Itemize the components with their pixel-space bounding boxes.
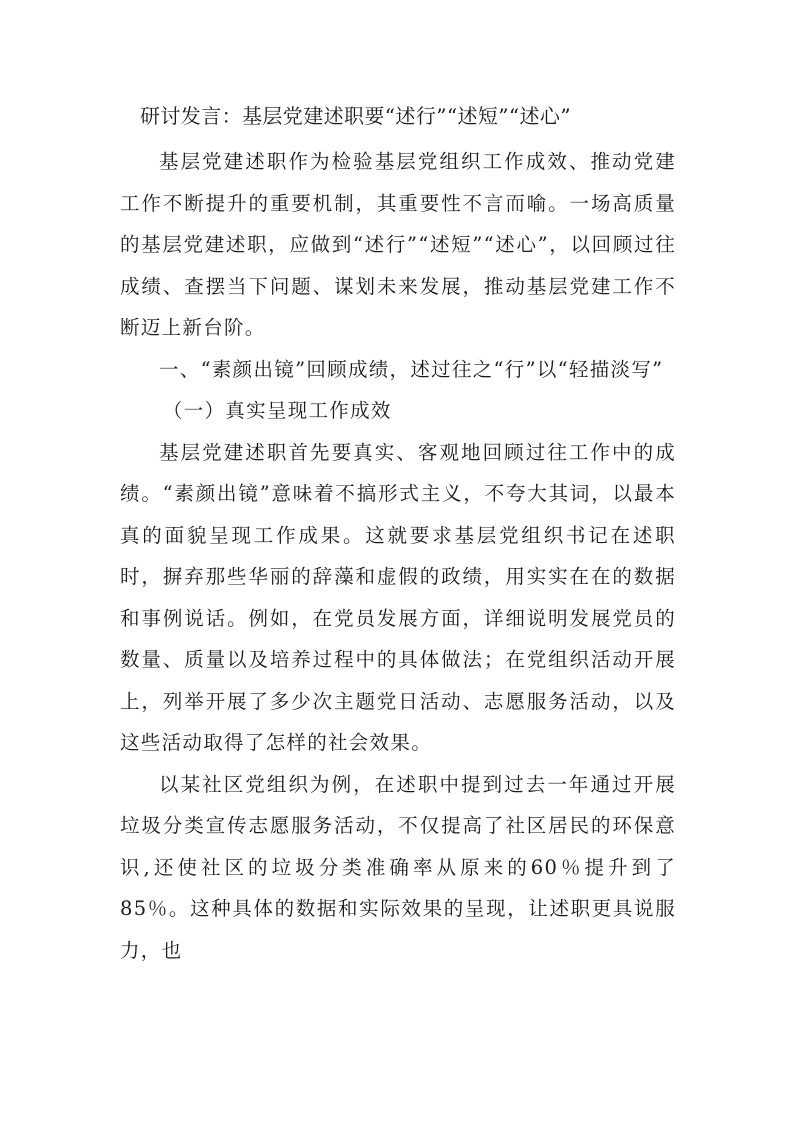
document-body — [120, 141, 676, 971]
paragraph-example: 以某社区党组织为例，在述职中提到过去一年通过开展垃圾分类宣传志愿服务活动，不仅提高了社区居民的环保意识,还使社区的垃圾分类准确率从原来的60％提升到了85％。这种具体的数据和实际效果的呈现，让述职更具说服力，也 — [120, 772, 676, 962]
paragraph-achievements: 基层党建述职首先要真实、客观地回顾过往工作中的成绩。“素颜出镜”意味着不搞形式主义，不夸大其词，以最本真的面貌呈现工作成果。这就要求基层党组织书记在述职时，摒弃那些华丽的辞藻和虚假的政绩，用实实在在的数据和事例说话。例如，在党员发展方面，详细说明发展党员的数量、质量以及培养过程中的具体做法；在党组织活动开展上，列举开展了多少次主题党日活动、志愿服务活动，以及这些活动取得了怎样的社会效果。 — [120, 440, 676, 754]
subsection-heading: （一）真实呈现工作成效 — [162, 399, 392, 422]
document-title: 研讨发言：基层党建述职要“述行”“述短”“述心” — [140, 104, 571, 128]
paragraph-intro: 基层党建述职作为检验基层党组织工作成效、推动党建工作不断提升的重要机制，其重要性不言而喻。一场高质量的基层党建述职，应做到“述行”“述短”“述心”，以回顾过往成绩、查摆当下问题、谋划未来发展，推动基层党建工作不断迈上新台阶。 — [120, 150, 676, 339]
section-heading: 一、“素颜出镜”回顾成绩，述过往之“行”以“轻描淡写” — [159, 357, 664, 381]
